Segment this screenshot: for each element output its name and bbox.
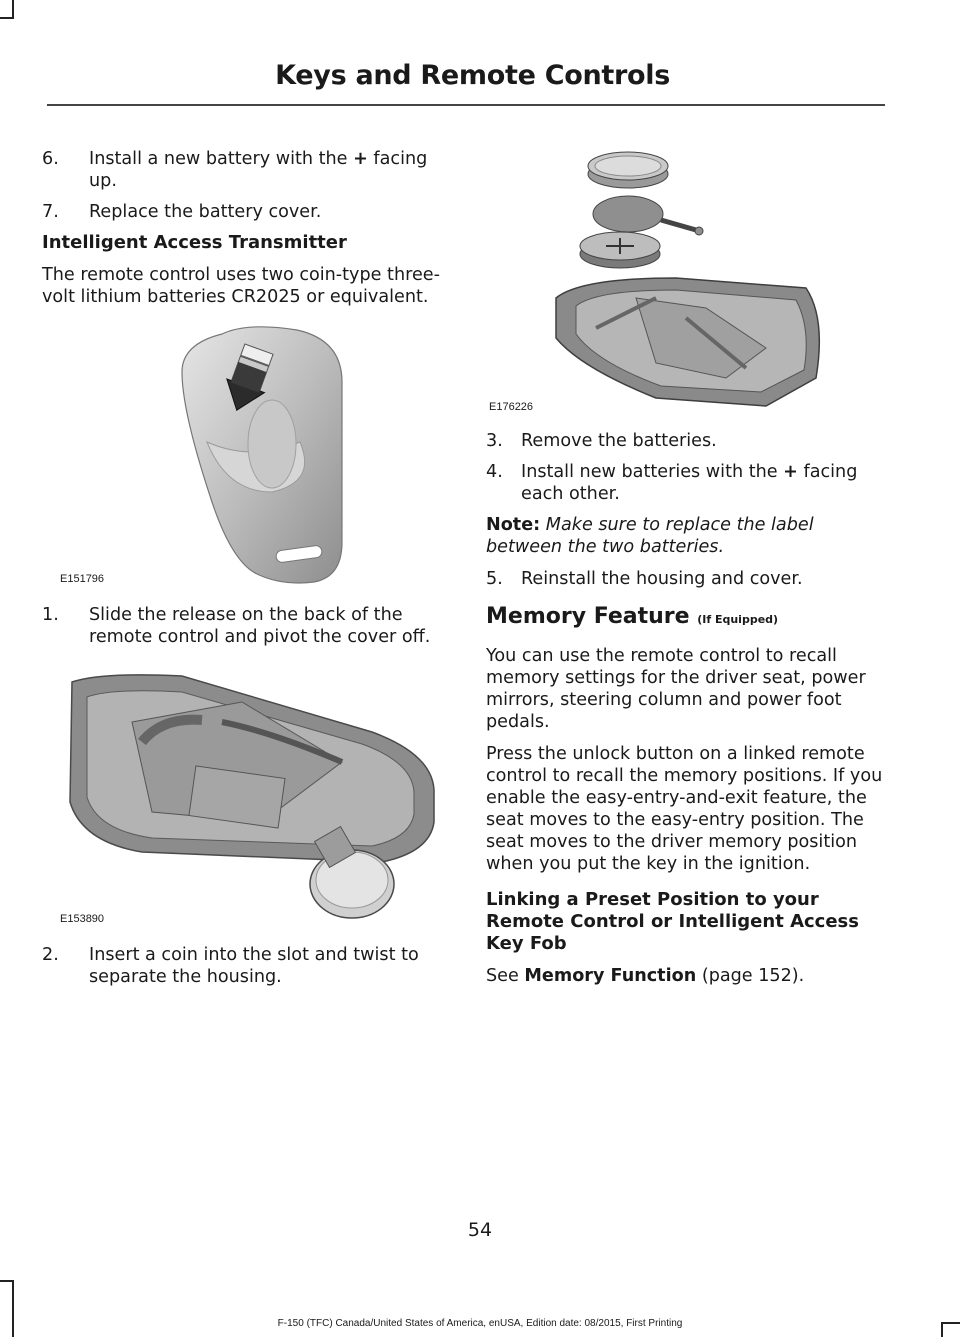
- batteries-illustration: [486, 138, 886, 418]
- open-housing-illustration: [42, 662, 452, 930]
- step-5: [486, 568, 886, 590]
- crop-mark: [0, 1280, 14, 1282]
- step-text: Insert a coin into the slot and twist to separate the housing.: [89, 945, 419, 987]
- memory-paragraph-2: Press the unlock button on a linked remote control to recall the memory positions. If you enable the easy-entry-and-exit feature, the seat moves to the easy-entry position. The seat moves to the driver memory position when you put the key in the ignition.: [486, 744, 883, 874]
- figure-batteries: [486, 138, 886, 418]
- step-number: 6.: [42, 149, 59, 169]
- step-1: [42, 604, 452, 648]
- page-title: Keys and Remote Controls: [275, 60, 670, 91]
- step-number: 1.: [42, 605, 59, 625]
- header-divider: [47, 104, 885, 106]
- step-text: [521, 461, 886, 505]
- plus-symbol: +: [353, 149, 368, 169]
- step-6: [42, 148, 452, 192]
- memory-paragraph-1: You can use the remote control to recall memory settings for the driver seat, power mirrors, steering column and power foot pedals.: [486, 646, 866, 732]
- key-fob-illustration: [42, 322, 452, 590]
- figure-code: E176226: [489, 401, 534, 413]
- heading-text: Memory Feature: [486, 604, 698, 629]
- step-4: [486, 461, 886, 505]
- step-number: 3.: [486, 431, 503, 451]
- step-number: 5.: [486, 569, 503, 589]
- heading-qualifier: (If Equipped): [697, 613, 779, 626]
- see-prefix: See: [486, 966, 525, 986]
- edition-line: F-150 (TFC) Canada/United States of America, enUSA, Edition date: 08/2015, First Printing: [277, 1318, 683, 1329]
- step-text-part: facing each other.: [521, 462, 858, 504]
- step-number: 2.: [42, 945, 59, 965]
- right-column: [486, 138, 886, 997]
- section-heading: Intelligent Access Transmitter: [42, 232, 347, 253]
- figure-open-housing: [42, 662, 452, 930]
- page-number: 54: [467, 1219, 493, 1241]
- see-reference: [486, 965, 886, 987]
- figure-code: E153890: [60, 913, 105, 925]
- left-column: [42, 148, 452, 997]
- step-text: Reinstall the housing and cover.: [521, 569, 803, 589]
- memory-function-link[interactable]: Memory Function: [524, 966, 697, 986]
- step-text-part: facing up.: [89, 149, 428, 191]
- crop-mark: [0, 17, 14, 19]
- step-text: Replace the battery cover.: [89, 202, 322, 222]
- step-text-part: Install new batteries with the: [521, 462, 784, 482]
- step-2: [42, 944, 452, 988]
- note: [486, 514, 886, 558]
- linking-heading: Linking a Preset Position to your Remote Control or Intelligent Access Key Fob: [486, 889, 859, 954]
- step-number: 4.: [486, 462, 503, 482]
- step-number: 7.: [42, 202, 59, 222]
- memory-feature-heading: [486, 606, 886, 631]
- intro-paragraph: The remote control uses two coin-type three-volt lithium batteries CR2025 or equivalent.: [42, 265, 440, 307]
- note-text: Make sure to replace the label between the two batteries.: [486, 515, 814, 557]
- step-7: [42, 201, 452, 223]
- note-label: Note:: [486, 515, 541, 535]
- step-text-part: Install a new battery with the: [89, 149, 354, 169]
- step-text: Remove the batteries.: [521, 431, 717, 451]
- step-text: [89, 148, 452, 192]
- figure-key-fob: [42, 322, 452, 590]
- see-suffix: (page 152).: [696, 966, 805, 986]
- step-text: Slide the release on the back of the remote control and pivot the cover off.: [89, 605, 431, 647]
- crop-mark: [12, 0, 14, 17]
- figure-code: E151796: [60, 573, 105, 585]
- plus-symbol: +: [783, 462, 798, 482]
- step-3: [486, 430, 886, 452]
